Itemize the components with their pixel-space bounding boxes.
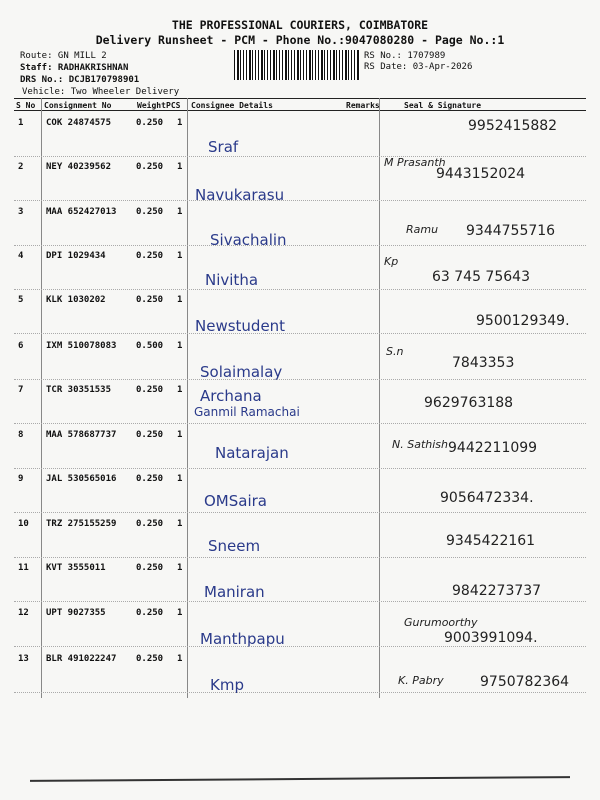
row-consignee-name: Archana — [200, 387, 262, 405]
row-weight: 0.500 — [136, 341, 164, 351]
row-consignee-name: OMSaira — [204, 492, 267, 510]
row-phone: 9344755716 — [466, 223, 556, 239]
row-consignment-no: KVT 3555011 — [46, 563, 106, 573]
row-pcs: 1 — [177, 519, 183, 529]
row-consignment-no: KLK 1030202 — [46, 295, 106, 305]
row-signature: Gurumoorthy — [404, 616, 478, 629]
row-consignment-no: JAL 530565016 — [46, 474, 117, 484]
row-consignee-name: Newstudent — [195, 317, 286, 335]
row-signature: K. Pabry — [398, 674, 444, 687]
row-sno: 3 — [18, 207, 24, 217]
row-consignment-no: MAA 652427013 — [46, 207, 117, 217]
row-weight: 0.250 — [136, 519, 164, 529]
row-signature: N. Sathish — [392, 438, 448, 451]
row-pcs: 1 — [177, 474, 183, 484]
row-weight: 0.250 — [136, 430, 164, 440]
row-separator — [14, 245, 586, 246]
row-phone: 9952415882 — [468, 118, 558, 134]
row-weight: 0.250 — [136, 162, 164, 172]
row-separator — [14, 692, 586, 693]
row-consignee-name: Natarajan — [215, 444, 289, 462]
route-text: Route: GN MILL 2 — [20, 51, 107, 61]
row-weight: 0.250 — [136, 608, 164, 618]
row-separator — [14, 200, 586, 201]
row-phone: 63 745 75643 — [432, 269, 530, 285]
barcode — [234, 50, 360, 80]
row-consignment-no: MAA 578687737 — [46, 430, 117, 440]
row-consignee-name: Nivitha — [205, 271, 259, 289]
col-divider — [379, 98, 380, 698]
drs-text: DRS No.: DCJB170798901 — [20, 75, 140, 85]
company-title: THE PROFESSIONAL COURIERS, COIMBATORE — [171, 18, 429, 32]
row-consignee-name: Navukarasu — [195, 186, 285, 204]
row-weight: 0.250 — [136, 474, 164, 484]
row-signature: M Prasanth — [384, 156, 446, 169]
col-weight: Weight — [137, 101, 166, 110]
col-pcs: PCS — [166, 101, 181, 110]
row-pcs: 1 — [177, 654, 183, 664]
row-pcs: 1 — [177, 207, 183, 217]
row-sno: 1 — [18, 118, 24, 128]
row-consignee-name: Sraf — [208, 138, 239, 156]
row-sno: 11 — [18, 563, 29, 573]
row-signature: Kp — [384, 255, 399, 268]
row-consignee-name: Maniran — [204, 583, 265, 601]
row-sno: 2 — [18, 162, 24, 172]
col-remarks: Remarks — [346, 101, 380, 110]
row-sno: 10 — [18, 519, 29, 529]
row-phone: 9443152024 — [436, 166, 526, 182]
row-separator — [14, 156, 586, 157]
row-signature: Ramu — [406, 223, 439, 236]
row-consignment-no: BLR 491022247 — [46, 654, 117, 664]
row-consignment-no: TRZ 275155259 — [46, 519, 117, 529]
row-consignment-no: NEY 40239562 — [46, 162, 112, 172]
row-consignment-no: COK 24874575 — [46, 118, 112, 128]
row-sno: 8 — [18, 430, 24, 440]
row-sno: 4 — [18, 251, 24, 261]
row-consignment-no: TCR 30351535 — [46, 385, 112, 395]
header-bottom-rule — [14, 110, 586, 111]
col-divider — [41, 98, 42, 698]
row-pcs: 1 — [177, 251, 183, 261]
row-phone: 9056472334. — [440, 490, 534, 506]
row-consignment-no: IXM 510078083 — [46, 341, 117, 351]
row-pcs: 1 — [177, 118, 183, 128]
row-consignee-name: Kmp — [210, 676, 244, 694]
col-seal: Seal & Signature — [404, 101, 482, 110]
col-sno: S No — [16, 101, 36, 110]
row-weight: 0.250 — [136, 251, 164, 261]
row7-extra-name: Ganmil Ramachai — [194, 405, 300, 419]
staff-text: Staff: RADHAKRISHNAN — [20, 63, 129, 73]
row-separator — [14, 646, 586, 647]
row-weight: 0.250 — [136, 385, 164, 395]
row-sno: 7 — [18, 385, 24, 395]
row-pcs: 1 — [177, 295, 183, 305]
row-consignee-name: Manthpapu — [200, 630, 285, 648]
row-consignment-no: DPI 1029434 — [46, 251, 106, 261]
row-phone: 9842273737 — [452, 583, 542, 599]
row-consignee-name: Sivachalin — [210, 231, 287, 249]
row-separator — [14, 557, 586, 558]
row-sno: 9 — [18, 474, 24, 484]
row-weight: 0.250 — [136, 118, 164, 128]
row-phone: 9629763188 — [424, 395, 514, 411]
col-divider — [187, 98, 188, 698]
row-phone: 7843353 — [452, 355, 515, 371]
row-separator — [14, 289, 586, 290]
row-pcs: 1 — [177, 385, 183, 395]
row-weight: 0.250 — [136, 563, 164, 573]
row-consignee-name: Sneem — [208, 537, 261, 555]
runsheet-title: Delivery Runsheet - PCM - Phone No.:9047080280 - Page No.:1 — [95, 33, 505, 47]
row-signature: S.n — [386, 345, 404, 358]
row-separator — [14, 423, 586, 424]
row-separator — [14, 468, 586, 469]
row-sno: 5 — [18, 295, 24, 305]
row-phone: 9345422161 — [446, 533, 536, 549]
rs-date-text: RS Date: 03-Apr-2026 — [364, 62, 473, 72]
row-separator — [14, 333, 586, 334]
col-consignment: Consignment No — [44, 101, 112, 110]
rs-no-text: RS No.: 1707989 — [364, 51, 446, 61]
row-consignee-name: Solaimalay — [200, 363, 283, 381]
row-pcs: 1 — [177, 162, 183, 172]
row-sno: 13 — [18, 654, 29, 664]
row-weight: 0.250 — [136, 295, 164, 305]
row-separator — [14, 512, 586, 513]
vehicle-text: Vehicle: Two Wheeler Delivery — [22, 87, 180, 97]
footer-rule — [30, 776, 570, 782]
row-separator — [14, 601, 586, 602]
header-top-rule — [14, 98, 586, 99]
row-pcs: 1 — [177, 563, 183, 573]
row-phone: 9500129349. — [476, 313, 570, 329]
row-weight: 0.250 — [136, 207, 164, 217]
row-sno: 6 — [18, 341, 24, 351]
row-sno: 12 — [18, 608, 29, 618]
row-weight: 0.250 — [136, 654, 164, 664]
row-pcs: 1 — [177, 608, 183, 618]
row-phone: 9442211099 — [448, 440, 538, 456]
col-consignee: Consignee Details — [191, 101, 273, 110]
row-pcs: 1 — [177, 341, 183, 351]
row-phone: 9750782364 — [480, 674, 570, 690]
row-pcs: 1 — [177, 430, 183, 440]
row-consignment-no: UPT 9027355 — [46, 608, 106, 618]
row-separator — [14, 379, 586, 380]
row-phone: 9003991094. — [444, 630, 538, 646]
